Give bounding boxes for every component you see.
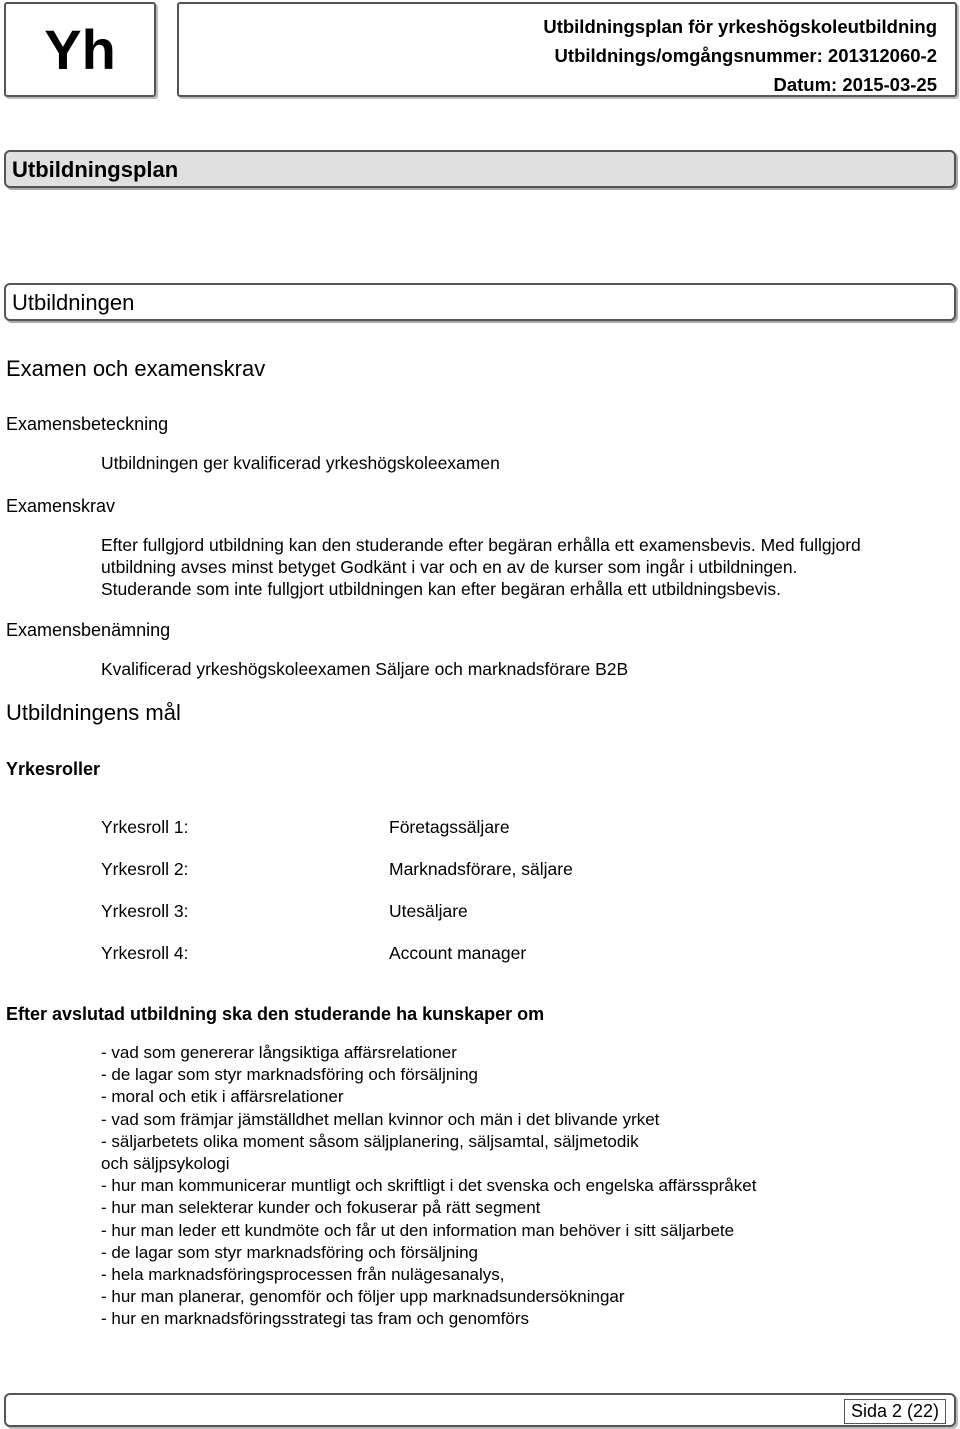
name-value: Kvalificerad yrkeshögskoleexamen Säljare och marknadsförare B2B: [101, 659, 629, 679]
role-value-4: Account manager: [389, 943, 527, 963]
role-label-3: Yrkesroll 3:: [101, 901, 189, 921]
requirements-line: Studerande som inte fullgjort utbildningen kan efter begäran erhålla ett utbildningsbevis.: [101, 579, 782, 599]
list-item: - vad som främjar jämställdhet mellan kvinnor och män i det blivande yrket: [101, 1109, 660, 1129]
designation-value: Utbildningen ger kvalificerad yrkeshögskoleexamen: [101, 453, 500, 473]
role-label-2: Yrkesroll 2:: [101, 859, 189, 879]
goals-heading: Utbildningens mål: [6, 700, 181, 725]
designation-label: Examensbeteckning: [6, 414, 169, 434]
list-item: - hur man kommunicerar muntligt och skriftligt i det svenska och engelska affärsspråket: [101, 1176, 757, 1196]
list-item: - de lagar som styr marknadsföring och försäljning: [101, 1065, 478, 1085]
knowledge-heading: Efter avslutad utbildning ska den studerande ha kunskaper om: [6, 1004, 545, 1024]
role-value-3: Utesäljare: [389, 901, 468, 921]
requirements-text: [101, 534, 861, 600]
role-label-4: Yrkesroll 4:: [101, 943, 189, 963]
list-item: och säljpsykologi: [101, 1154, 230, 1174]
page-number: Sida 2 (22): [844, 1399, 946, 1424]
requirements-label: Examenskrav: [6, 496, 116, 516]
list-item: - hur en marknadsföringsstrategi tas fram och genomförs: [101, 1309, 530, 1329]
list-item: - säljarbetets olika moment såsom säljplanering, säljsamtal, säljmetodik: [101, 1131, 639, 1151]
header-date: Datum: 2015-03-25: [773, 74, 937, 95]
section-title: Utbildningen: [4, 283, 956, 321]
requirements-line: utbildning avses minst betyget Godkänt i var och en av de kurser som ingår i utbildningen.: [101, 557, 798, 577]
page-title: Utbildningsplan: [4, 150, 956, 188]
list-item: - hur man planerar, genomför och följer upp marknadsundersökningar: [101, 1287, 625, 1307]
header-title: Utbildningsplan för yrkeshögskoleutbildning: [543, 16, 937, 37]
name-label: Examensbenämning: [6, 620, 171, 640]
list-item: - moral och etik i affärsrelationer: [101, 1087, 344, 1107]
document-header: [177, 2, 957, 97]
role-value-2: Marknadsförare, säljare: [389, 859, 573, 879]
exam-heading: Examen och examenskrav: [6, 356, 266, 381]
header-number: Utbildnings/omgångsnummer: 201312060-2: [554, 45, 937, 66]
role-label-1: Yrkesroll 1:: [101, 817, 189, 837]
list-item: - hela marknadsföringsprocessen från nulägesanalys,: [101, 1265, 505, 1285]
knowledge-list: [101, 1042, 756, 1331]
logo: Yh: [4, 2, 156, 97]
requirements-line: Efter fullgjord utbildning kan den studerande efter begäran erhålla ett examensbevis. Med fullgjord: [101, 535, 861, 555]
list-item: - hur man selekterar kunder och fokuserar på rätt segment: [101, 1198, 541, 1218]
role-value-1: Företagssäljare: [389, 817, 510, 837]
footer: [4, 1393, 956, 1427]
list-item: - de lagar som styr marknadsföring och försäljning: [101, 1242, 478, 1262]
list-item: - vad som genererar långsiktiga affärsrelationer: [101, 1043, 457, 1062]
list-item: - hur man leder ett kundmöte och får ut den information man behöver i sitt säljarbete: [101, 1220, 735, 1240]
roles-label: Yrkesroller: [6, 759, 101, 779]
